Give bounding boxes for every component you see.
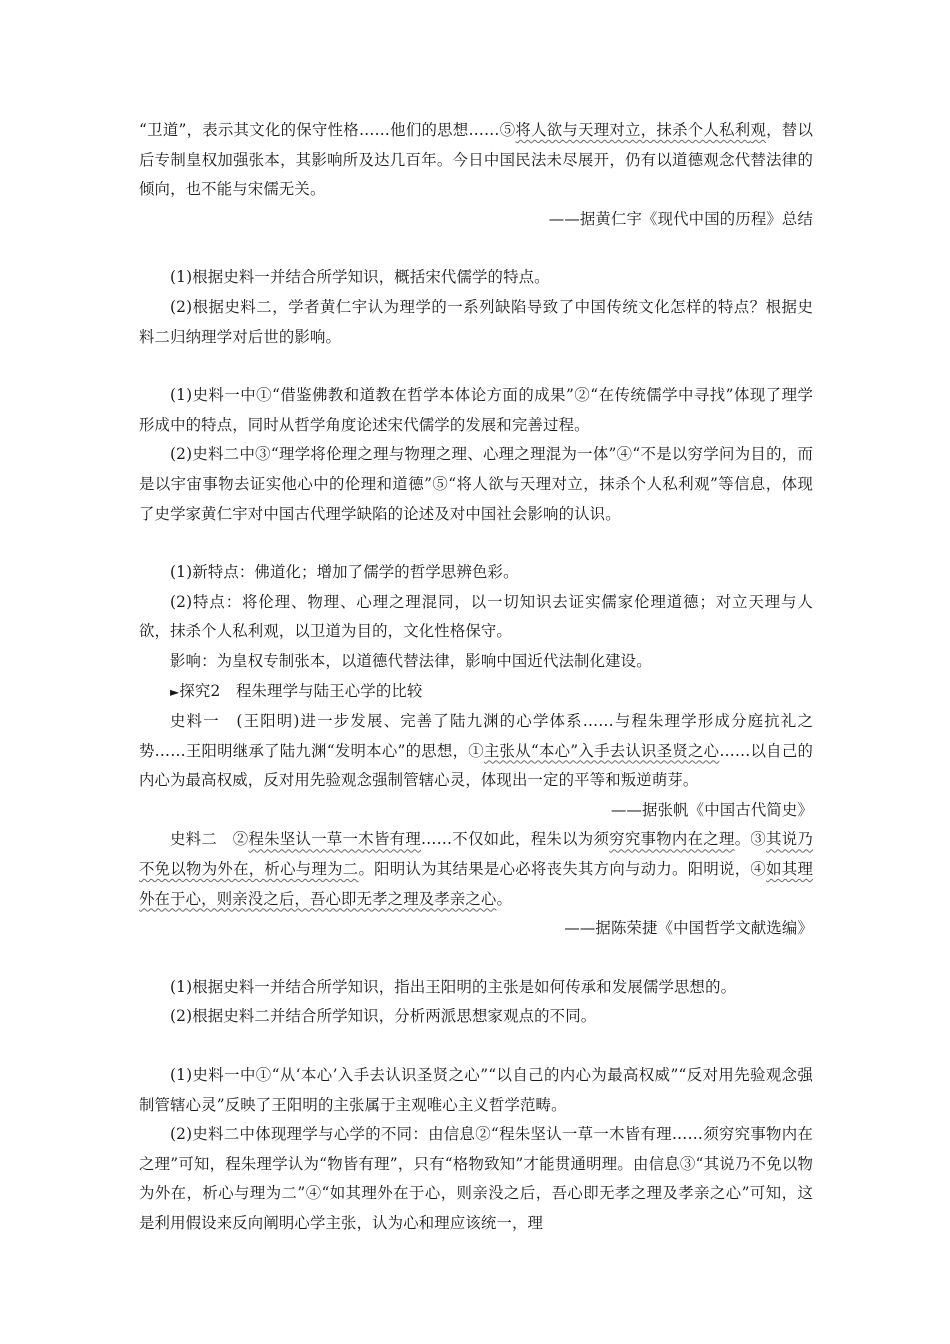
underlined-key-phrase: 观 (750, 121, 767, 139)
hint-1-1: (1)史料一中①“借鉴佛教和道教在哲学本体论方面的成果”②“在传统儒学中寻找”体现了理学形成中的特点，同时从哲学角度论述宋代儒学的发展和完善过程。 (139, 386, 813, 434)
underlined-key-phrase: 如其理外在于心，则亲没之后，吾心即无孝之理及孝亲之心 (139, 860, 813, 908)
question-2-2: (2)根据史料二并结合所学知识，分析两派思想家观点的不同。 (170, 1007, 597, 1026)
answer-1-1: (1)新特点：佛道化；增加了儒学的哲学思辨色彩。 (170, 563, 519, 582)
answer-1-2: (2)特点：将伦理、物理、心理之理混同，以一切知识去证实儒家伦理道德；对立天理与人欲，抹杀个人私利观，以卫道为目的，文化性格保守。 (139, 592, 813, 641)
source-text-continuation (139, 116, 813, 205)
question-2-1: (1)根据史料一并结合所学知识，指出王阳明的主张是如何传承和发展儒学思想的。 (170, 977, 737, 996)
material-label: 史料一 (170, 712, 220, 731)
question-1-2: (2)根据史料二，学者黄仁宇认为理学的一系列缺陷导致了中国传统文化怎样的特点？根据史料二归纳理学对后世的影响。 (139, 297, 813, 346)
triangle-marker-icon: ► (170, 684, 180, 699)
source-citation: ——据张帆《中国古代简史》 (610, 800, 813, 819)
underlined-key-phrase: 程朱坚认一草一木皆有理 (248, 830, 422, 849)
underlined-key-phrase: 将人欲与天理对立，抹杀个人私利 (515, 121, 751, 139)
text-run: ……不仅如此，程朱以为须 (421, 830, 610, 849)
source-citation: ——据陈荣捷《中国哲学文献选编》 (564, 919, 813, 938)
text-run: ② (217, 830, 249, 849)
hint-2-2: (2)史料二中体现理学与心学的不同：由信息②“程朱坚认一草一木皆有理……须穷究事物内在之理”可知，程朱理学认为“物皆有理”，只有“格物致知”才能贯通明理。由信息③“其说乃不免以物为外在，析心与理为二”④“如其理外在于心，则亲没之后，吾心即无孝之理及孝亲之心”可知，这是利用假设来反向阐明心学主张，认为心和理应该统一，理 (139, 1125, 813, 1232)
source-citation: ——据黄仁宇《现代中国的历程》总结 (548, 209, 813, 228)
answer-1-influence: 影响：为皇权专制张本，以道德代替法律，影响中国近代法制化建设。 (170, 651, 652, 670)
text-run: “卫道”，表示其文化的保守性格……他们的思想……⑤ (139, 121, 516, 139)
underlined-key-phrase: 穷究事物内在之理 (609, 830, 735, 849)
section-title: 探究2 程朱理学与陆王心学的比较 (179, 681, 423, 700)
text-run: ……以自己的内心为最高权威，反对用先验观念强制管辖心灵，体现出一定的平等和叛逆萌芽。 (139, 741, 814, 790)
underlined-key-phrase: 其说乃不免以物为外在，析心与理为二 (139, 830, 813, 879)
document-body (139, 116, 813, 1239)
text-run: 。③ (734, 830, 767, 849)
underlined-key-phrase: 主张从“本心”入手去认识圣贤之心 (483, 741, 720, 760)
material-1 (139, 707, 813, 796)
material-label: 史料二 (170, 830, 218, 849)
material-2 (139, 825, 813, 914)
hint-1-2: (2)史料二中③“理学将伦理之理与物理之理、心理之理混为一体”④“不是以穷学问为目的，而是以宇宙事物去证实他心中的伦理和道德”⑤“将人欲与天理对立，抹杀个人私利观”等信息，体现了史学家黄仁宇对中国古代理学缺陷的论述及对中国社会影响的认识。 (139, 445, 813, 523)
text-run: 。 (496, 889, 512, 908)
text-run: ，替以后专制皇权加强张本，其影响所及达几百年。今日中国民法未尽展开，仍有以道德观念代替法律的倾向，也不能与宋儒无关。 (139, 121, 813, 199)
question-1-1: (1)根据史料一并结合所学知识，概括宋代儒学的特点。 (170, 268, 550, 287)
text-run: 。阳明认为其结果是心必将丧失其方向与动力。阳明说，④ (358, 860, 767, 879)
hint-2-1: (1)史料一中①“从‘本心’入手去认识圣贤之心”“以自己的内心为最高权威”“反对用先验观念强制管辖心灵”反映了王阳明的主张属于主观唯心主义哲学范畴。 (139, 1066, 813, 1114)
section-heading-explore-2 (139, 677, 813, 708)
text-run: (王阳明)进一步发展、完善了陆九渊的心学体系……与程朱理学形成分庭抗礼之势……王阳明继承了陆九渊“发明本心”的思想，① (139, 712, 813, 760)
